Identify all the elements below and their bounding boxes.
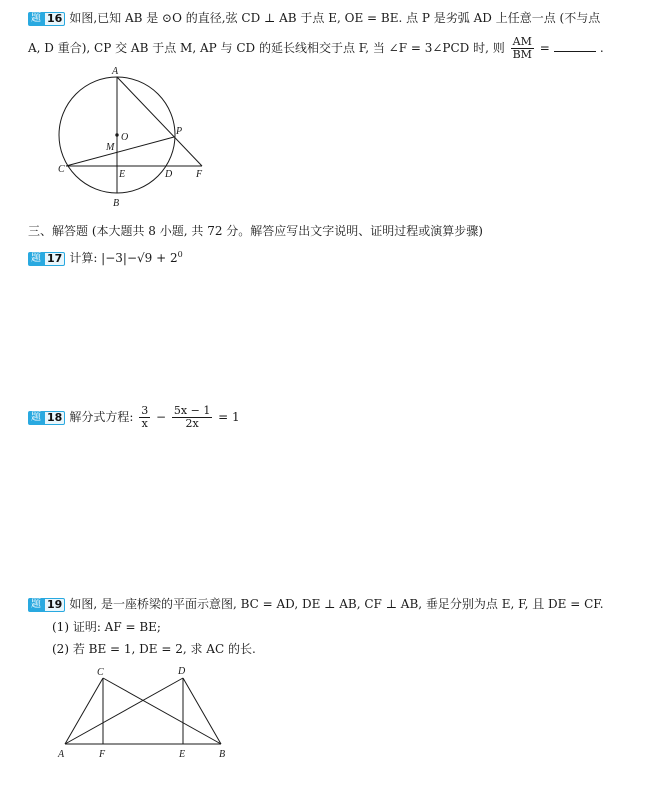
fraction-denominator: 2x (185, 417, 199, 430)
label-m: M (106, 142, 115, 153)
fraction-denominator: BM (512, 48, 532, 61)
label-e: E (119, 169, 126, 180)
section-3-heading: 三、解答题 (本大题共 8 小题, 共 72 分。解答应写出文字说明、证明过程或演算步骤) (28, 224, 483, 238)
fraction-denominator: x (141, 417, 148, 430)
fraction-numerator: 3 (141, 404, 149, 417)
q18-line (28, 404, 240, 430)
segment-bc (103, 678, 221, 744)
q17-badge (28, 252, 65, 266)
segment-bd (183, 678, 221, 744)
label-p: P (176, 126, 183, 137)
label-f: F (99, 749, 106, 760)
question-number: 19 (44, 598, 65, 612)
label-e: E (179, 749, 186, 760)
fraction-numerator: AM (511, 36, 534, 49)
q18-badge (28, 411, 65, 425)
q19-bridge-figure (55, 664, 235, 764)
segment-ac (65, 678, 103, 744)
q19-badge (28, 598, 65, 612)
label-c: C (97, 667, 104, 678)
q16-text-line1: 如图,已知 AB 是 ⊙O 的直径,弦 CD ⊥ AB 于点 E, OE = BE. 点 P 是劣弧 AD 上任意一点 (不与点 (69, 11, 601, 25)
segment-ap-extended (117, 77, 202, 166)
q19-part2: (2) 若 BE = 1, DE = 2, 求 AC 的长. (52, 642, 256, 656)
label-d: D (165, 169, 173, 180)
answer-blank (554, 41, 596, 52)
q18-fraction-1 (139, 405, 150, 430)
q19-line (28, 595, 604, 613)
label-b: B (113, 198, 120, 209)
period: . (599, 41, 604, 55)
q16-line1 (28, 9, 600, 27)
q16-line2 (28, 36, 604, 61)
q18-text: 解分式方程: (69, 410, 134, 424)
q16-fraction (511, 36, 534, 61)
fraction-numerator: 5x − 1 (173, 404, 211, 417)
label-a: A (58, 749, 65, 760)
badge-label: 题 (28, 598, 44, 612)
question-number: 16 (44, 12, 65, 26)
label-c: C (58, 164, 65, 175)
label-b: B (219, 749, 226, 760)
q19-part1: (1) 证明: AF = BE; (52, 620, 161, 634)
badge-label: 题 (28, 411, 44, 425)
segment-cp (66, 137, 174, 166)
q17-exponent: 0 (177, 250, 183, 259)
q17-line (28, 246, 183, 267)
q19-text: 如图, 是一座桥梁的平面示意图, BC = AD, DE ⊥ AB, CF ⊥ AB, 垂足分别为点 E, F, 且 DE = CF. (69, 597, 604, 611)
equation-rhs: = 1 (218, 410, 240, 424)
q17-text: 计算: |−3|−√9 + 2 (69, 251, 178, 265)
q18-fraction-2 (172, 405, 212, 430)
badge-label: 题 (28, 252, 44, 266)
question-number: 17 (44, 252, 65, 266)
q16-badge (28, 12, 65, 26)
badge-label: 题 (28, 12, 44, 26)
q16-text-line2: A, D 重合), CP 交 AB 于点 M, AP 与 CD 的延长线相交于点 F, 当 ∠F = 3∠PCD 时, 则 (28, 41, 505, 55)
label-f: F (196, 169, 203, 180)
label-o: O (121, 132, 129, 143)
minus-sign: − (156, 410, 167, 424)
center-dot (116, 134, 118, 136)
label-d: D (178, 666, 186, 677)
q16-circle-figure (50, 62, 220, 212)
label-a: A (112, 66, 119, 77)
segment-ad (65, 678, 183, 744)
question-number: 18 (44, 411, 65, 425)
equals-sign: = (539, 41, 550, 55)
